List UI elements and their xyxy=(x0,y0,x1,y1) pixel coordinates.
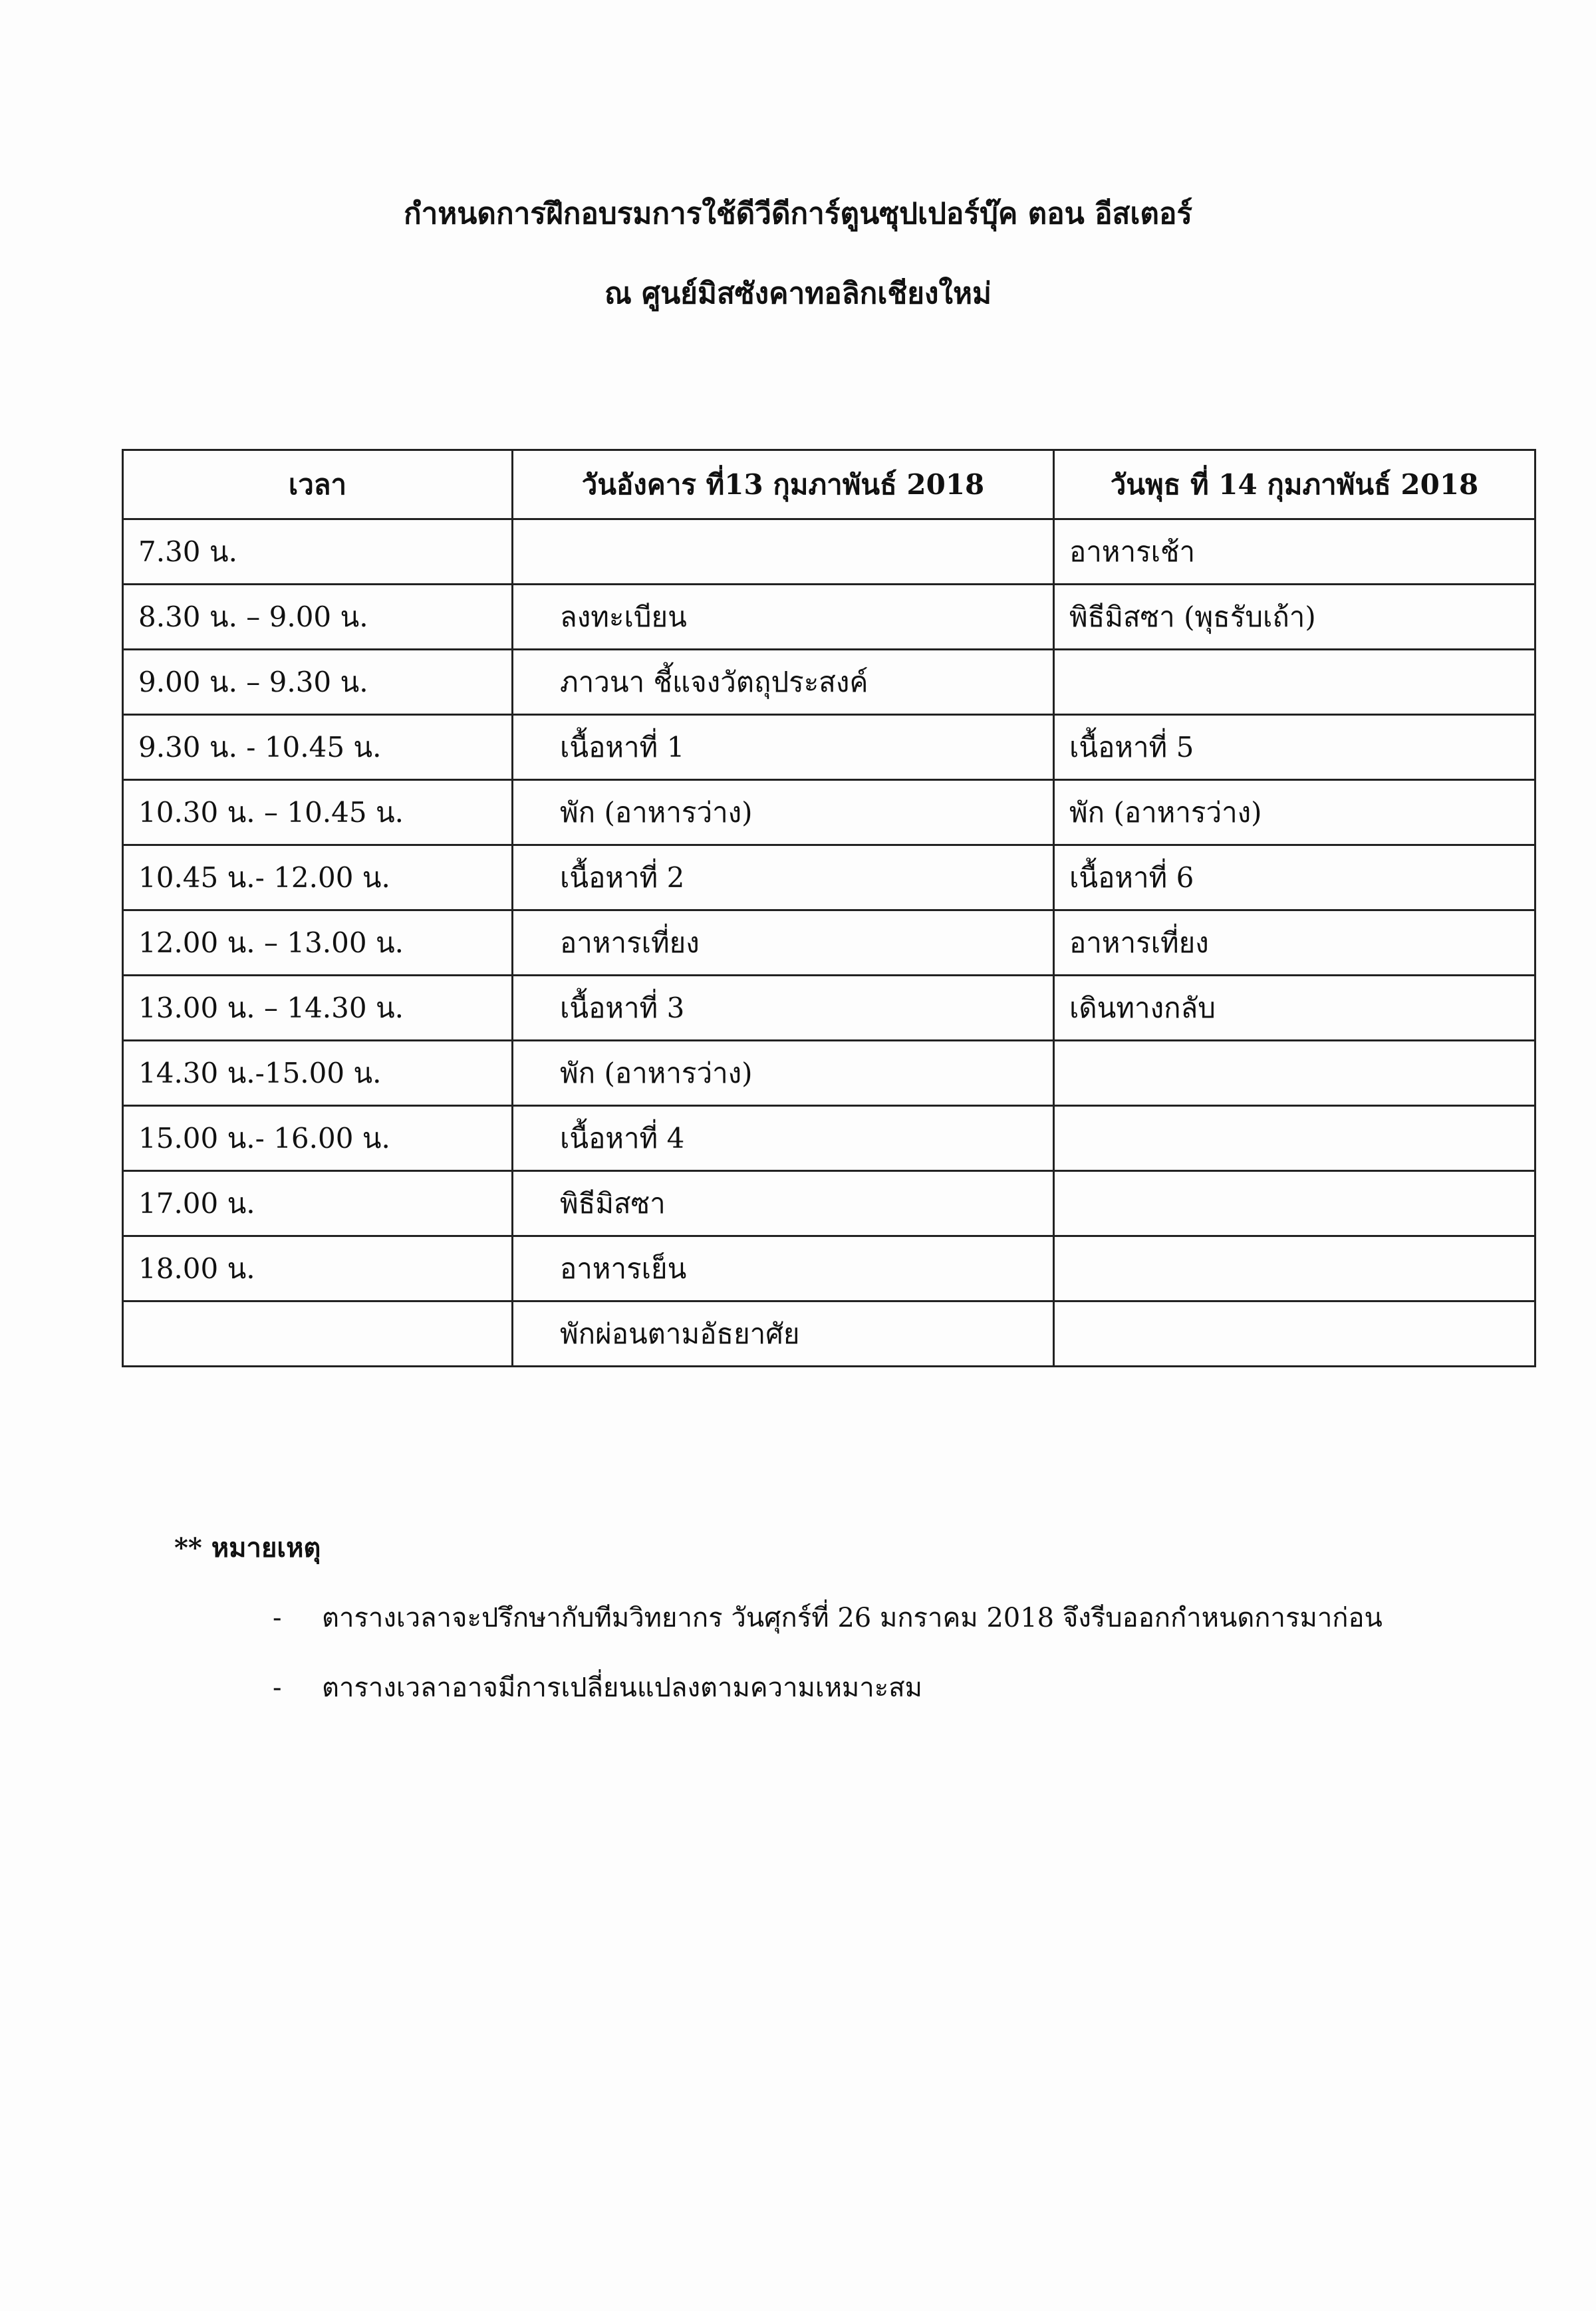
header-tuesday: วันอังคาร ที่13 กุมภาพันธ์ 2018 xyxy=(513,450,1054,519)
tuesday-cell: เนื้อหาที่ 1 xyxy=(513,715,1054,780)
table-row xyxy=(123,976,1535,1041)
tuesday-cell: เนื้อหาที่ 3 xyxy=(513,976,1054,1041)
wednesday-cell xyxy=(1054,1236,1535,1301)
tuesday-cell: พิธีมิสซา xyxy=(513,1171,1054,1236)
table-row xyxy=(123,845,1535,910)
table-header-row xyxy=(123,450,1535,519)
time-cell: 9.30 น. - 10.45 น. xyxy=(123,715,513,780)
tuesday-cell xyxy=(513,519,1054,585)
wednesday-cell: เดินทางกลับ xyxy=(1054,976,1535,1041)
table-row xyxy=(123,519,1535,585)
tuesday-cell: ลงทะเบียน xyxy=(513,585,1054,650)
time-cell: 15.00 น.- 16.00 น. xyxy=(123,1106,513,1171)
wednesday-cell: อาหารเช้า xyxy=(1054,519,1535,585)
table-row xyxy=(123,1171,1535,1236)
notes-heading: ** หมายเหตุ xyxy=(174,1532,321,1563)
note-item xyxy=(273,1669,922,1706)
time-cell: 7.30 น. xyxy=(123,519,513,585)
table-row xyxy=(123,1236,1535,1301)
wednesday-cell: พัก (อาหารว่าง) xyxy=(1054,780,1535,845)
tuesday-cell: ภาวนา ชี้แจงวัตถุประสงค์ xyxy=(513,650,1054,715)
wednesday-cell: เนื้อหาที่ 6 xyxy=(1054,845,1535,910)
time-cell xyxy=(123,1301,513,1367)
table-row xyxy=(123,780,1535,845)
note-item xyxy=(273,1599,1383,1637)
wednesday-cell xyxy=(1054,1041,1535,1106)
tuesday-cell: พักผ่อนตามอัธยาศัย xyxy=(513,1301,1054,1367)
wednesday-cell: พิธีมิสซา (พุธรับเถ้า) xyxy=(1054,585,1535,650)
bullet-dash: - xyxy=(273,1673,282,1703)
document-title: กำหนดการฝึกอบรมการใช้ดีวีดีการ์ตูนซุปเปอร์บุ๊ค ตอน อีสเตอร์ xyxy=(403,197,1193,231)
tuesday-cell: เนื้อหาที่ 2 xyxy=(513,845,1054,910)
time-cell: 8.30 น. – 9.00 น. xyxy=(123,585,513,650)
tuesday-cell: อาหารเที่ยง xyxy=(513,910,1054,976)
tuesday-cell: อาหารเย็น xyxy=(513,1236,1054,1301)
wednesday-cell xyxy=(1054,650,1535,715)
table-row xyxy=(123,910,1535,976)
wednesday-cell: อาหารเที่ยง xyxy=(1054,910,1535,976)
note-text: ตารางเวลาอาจมีการเปลี่ยนแปลงตามความเหมาะสม xyxy=(322,1673,923,1703)
schedule-table xyxy=(122,449,1536,1367)
table-row xyxy=(123,650,1535,715)
time-cell: 13.00 น. – 14.30 น. xyxy=(123,976,513,1041)
header-time: เวลา xyxy=(123,450,513,519)
time-cell: 17.00 น. xyxy=(123,1171,513,1236)
table-row xyxy=(123,585,1535,650)
time-cell: 14.30 น.-15.00 น. xyxy=(123,1041,513,1106)
wednesday-cell: เนื้อหาที่ 5 xyxy=(1054,715,1535,780)
wednesday-cell xyxy=(1054,1301,1535,1367)
table-row xyxy=(123,1041,1535,1106)
table-row xyxy=(123,715,1535,780)
table-row xyxy=(123,1106,1535,1171)
header-wednesday: วันพุธ ที่ 14 กุมภาพันธ์ 2018 xyxy=(1054,450,1535,519)
tuesday-cell: พัก (อาหารว่าง) xyxy=(513,780,1054,845)
note-text: ตารางเวลาจะปรึกษากับทีมวิทยากร วันศุกร์ที่ 26 มกราคม 2018 จึงรีบออกกำหนดการมาก่อน xyxy=(322,1603,1383,1633)
wednesday-cell xyxy=(1054,1106,1535,1171)
time-cell: 10.45 น.- 12.00 น. xyxy=(123,845,513,910)
bullet-dash: - xyxy=(273,1603,282,1633)
tuesday-cell: เนื้อหาที่ 4 xyxy=(513,1106,1054,1171)
time-cell: 18.00 น. xyxy=(123,1236,513,1301)
time-cell: 12.00 น. – 13.00 น. xyxy=(123,910,513,976)
wednesday-cell xyxy=(1054,1171,1535,1236)
table-row xyxy=(123,1301,1535,1367)
document-subtitle-location: ณ ศูนย์มิสซังคาทอลิกเชียงใหม่ xyxy=(604,277,992,311)
tuesday-cell: พัก (อาหารว่าง) xyxy=(513,1041,1054,1106)
time-cell: 10.30 น. – 10.45 น. xyxy=(123,780,513,845)
time-cell: 9.00 น. – 9.30 น. xyxy=(123,650,513,715)
